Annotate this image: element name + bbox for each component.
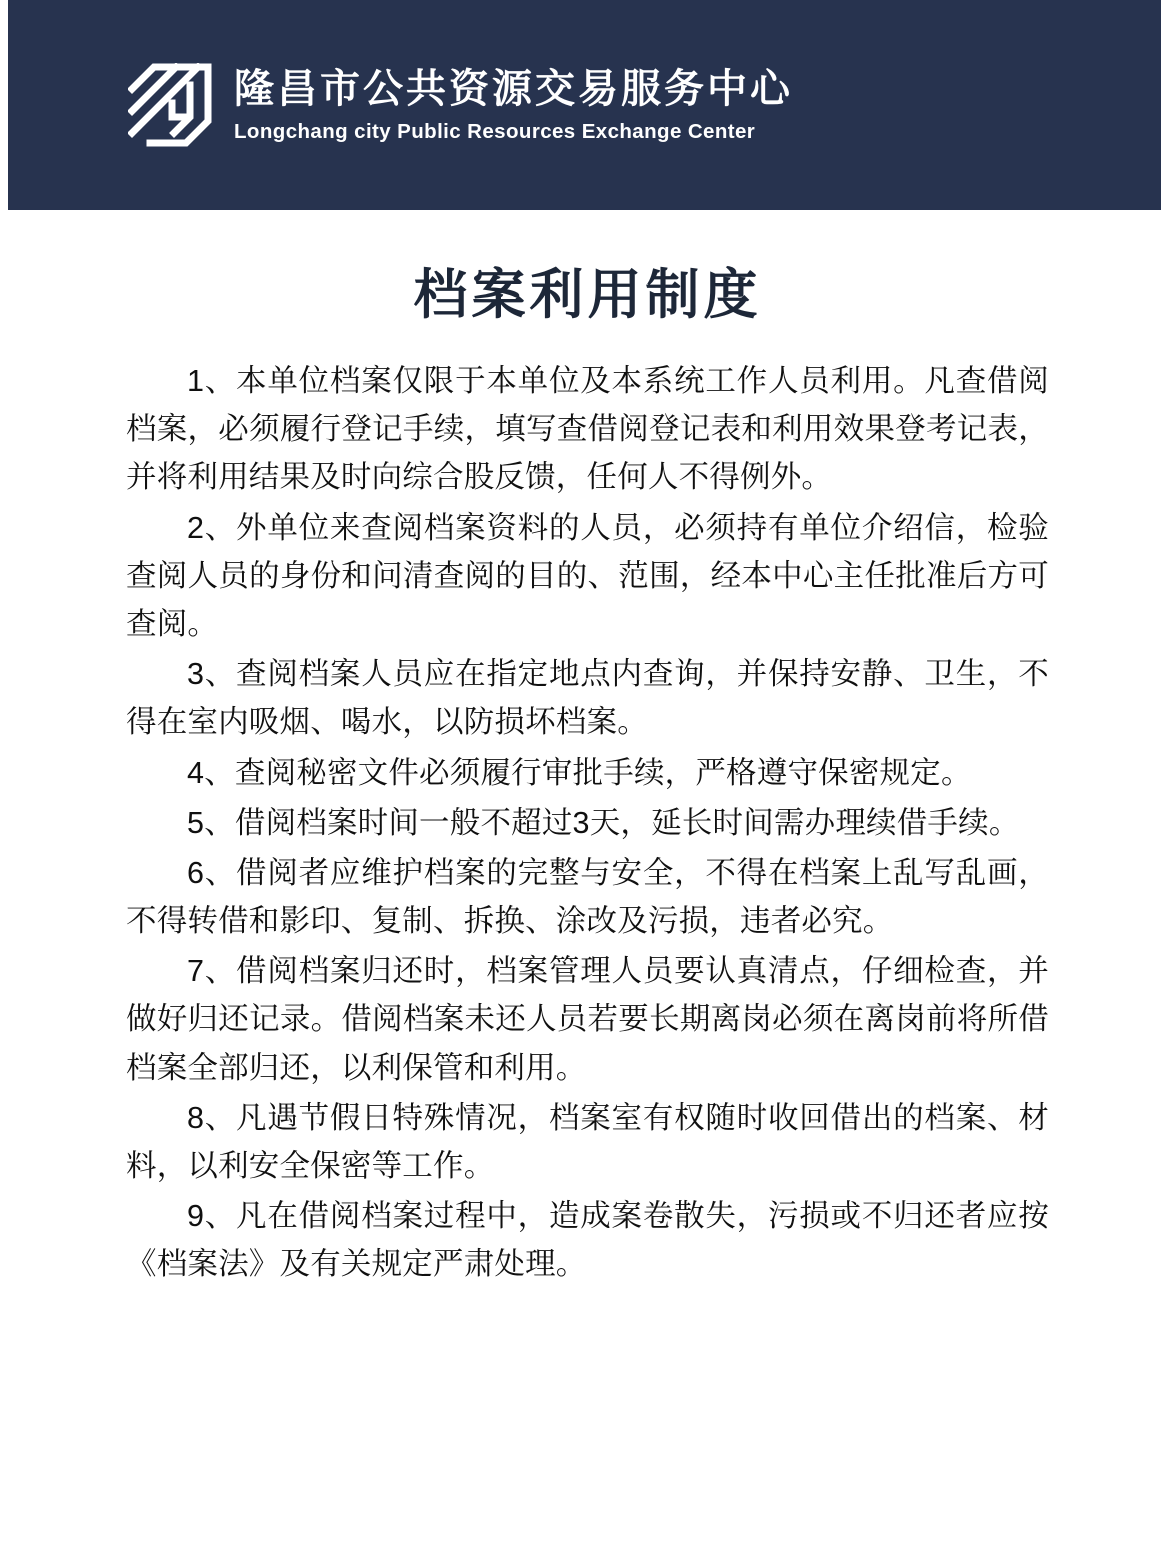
- clause-item: 2、外单位来查阅档案资料的人员，必须持有单位介绍信，检验查阅人员的身份和问清查阅的目的、范围，经本中心主任批准后方可查阅。: [126, 510, 1049, 641]
- clause-list: [126, 357, 1049, 1289]
- clause-item: 9、凡在借阅档案过程中，造成案卷散失，污损或不归还者应按《档案法》及有关规定严肃处理。: [126, 1199, 1049, 1282]
- interlocking-square-spiral-logo-icon: [128, 63, 212, 147]
- page-title: 档案利用制度: [413, 265, 762, 325]
- header-inner: [128, 63, 793, 147]
- organization-name-block: [234, 66, 793, 144]
- clause-item: 5、借阅档案时间一般不超过3天，延长时间需办理续借手续。: [187, 805, 1020, 840]
- header-band: [8, 0, 1161, 210]
- clause-item: 1、本单位档案仅限于本单位及本系统工作人员利用。凡查借阅档案，必须履行登记手续，填写查借阅登记表和利用效果登考记表，并将利用结果及时向综合股反馈，任何人不得例外。: [126, 364, 1049, 495]
- organization-name-cn: 隆昌市公共资源交易服务中心: [234, 67, 793, 111]
- clause-item: 7、借阅档案归还时，档案管理人员要认真清点，仔细检查，并做好归还记录。借阅档案未还人员若要长期离岗必须在离岗前将所借档案全部归还，以利保管和利用。: [126, 954, 1049, 1085]
- document-body: [8, 210, 1161, 1291]
- organization-name-en: Longchang city Public Resources Exchange Center: [234, 120, 756, 143]
- clause-item: 4、查阅秘密文件必须履行审批手续，严格遵守保密规定。: [187, 755, 972, 790]
- clause-item: 3、查阅档案人员应在指定地点内查询，并保持安静、卫生，不得在室内吸烟、喝水，以防损坏档案。: [126, 657, 1049, 740]
- clause-item: 6、借阅者应维护档案的完整与安全，不得在档案上乱写乱画，不得转借和影印、复制、拆换、涂改及污损，违者必究。: [126, 855, 1049, 939]
- clause-item: 8、凡遇节假日特殊情况，档案室有权随时收回借出的档案、材料，以利安全保密等工作。: [126, 1100, 1049, 1183]
